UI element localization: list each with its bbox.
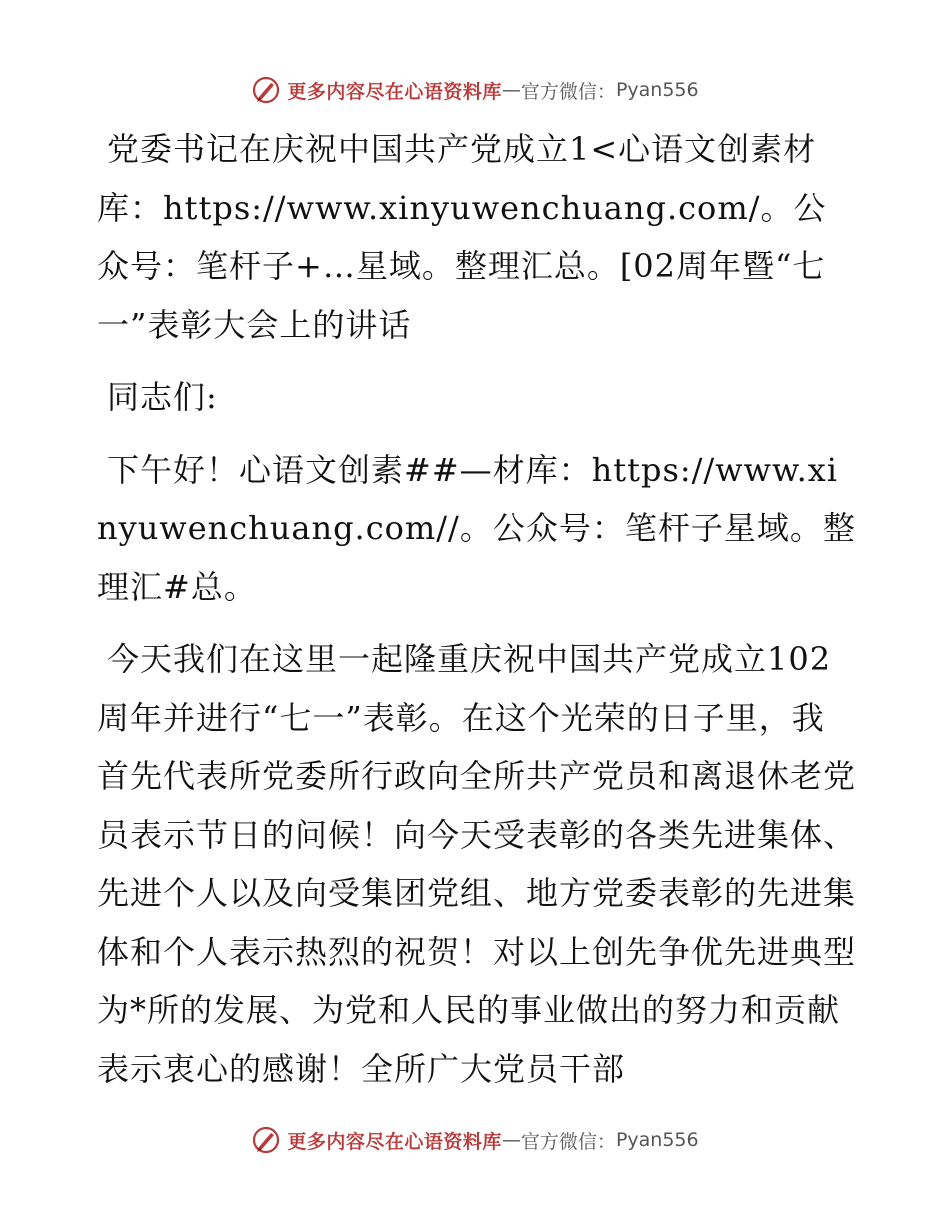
greeting-paragraph: 下午好！心语文创素##—材库：https://www.xinyuwenchuang.com//。公众号：笔杆子星域。整理汇#总。: [97, 450, 856, 606]
watermark-main-text: 更多内容尽在心语资料库: [287, 1130, 502, 1153]
watermark-wechat-label: 官方微信：: [520, 80, 616, 103]
quill-pen-circle-icon: [251, 75, 281, 105]
footer-watermark: [0, 1120, 950, 1160]
header-watermark: [0, 70, 950, 110]
document-title: 党委书记在庆祝中国共产党成立1<心语文创素材库：https://www.xinyuwenchuang.com/。公众号：笔杆子+…星域。整理汇总。[02周年暨“七一”表彰大会上的讲话: [97, 130, 827, 344]
watermark-wechat-id: Pyan556: [615, 1129, 699, 1151]
watermark-wechat-id: Pyan556: [615, 79, 699, 101]
watermark-separator: —: [501, 1129, 521, 1151]
salutation: 同志们:: [107, 378, 218, 416]
document-content: [97, 120, 857, 1098]
body-paragraph: 今天我们在这里一起隆重庆祝中国共产党成立102周年并进行“七一”表彰。在这个光荣的日子里，我首先代表所党委所行政向全所共产党员和离退休老党员表示节日的问候！向今天受表彰的各类先进集体、先进个人以及向受集团党组、地方党委表彰的先进集体和个人表示热烈的祝贺！对以上创先争优先进典型为*所的发展、为党和人民的事业做出的努力和贡献表示衷心的感谢！全所广大党员干部: [97, 640, 857, 1088]
watermark-wechat-label: 官方微信：: [520, 1130, 616, 1153]
quill-pen-circle-icon: [251, 1125, 281, 1155]
watermark-main-text: 更多内容尽在心语资料库: [287, 80, 502, 103]
watermark-separator: —: [501, 79, 521, 101]
